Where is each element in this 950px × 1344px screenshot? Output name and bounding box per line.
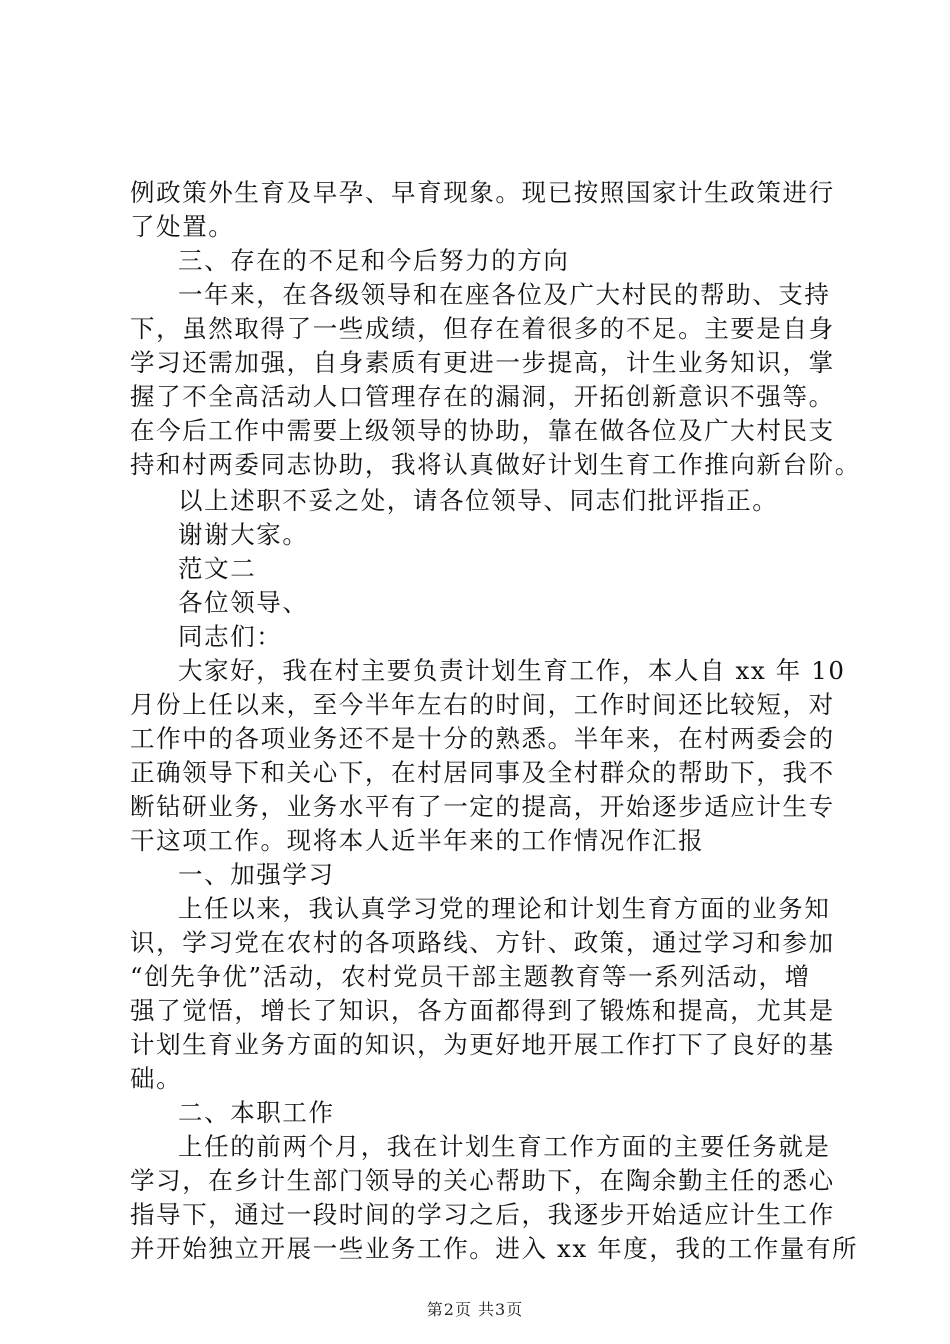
sample-title: 范文二 <box>178 554 257 583</box>
body-text-line: 月份上任以来，至今半年左右的时间，工作时间还比较短，对 <box>130 690 835 719</box>
body-text-line: 工作中的各项业务还不是十分的熟悉。半年来，在村两委会的 <box>130 724 835 753</box>
salutation-line: 各位领导、 <box>178 588 309 617</box>
body-text-line: 在今后工作中需要上级领导的协助，靠在做各位及广大村民支 <box>130 416 835 445</box>
body-text-line: 指导下，通过一段时间的学习之后，我逐步开始适应计生工作 <box>130 1200 835 1229</box>
body-text-line: 下，虽然取得了一些成绩，但存在着很多的不足。主要是自身 <box>130 314 835 343</box>
body-text-line: 正确领导下和关心下，在村居同事及全村群众的帮助下，我不 <box>130 758 835 787</box>
body-text-line: 强了觉悟，增长了知识，各方面都得到了锻炼和提高，尤其是 <box>130 996 835 1025</box>
body-text-line: 了处置。 <box>130 212 235 241</box>
section-heading: 三、存在的不足和今后努力的方向 <box>178 246 570 275</box>
body-text-line: 断钻研业务，业务水平有了一定的提高，开始逐步适应计生专 <box>130 792 835 821</box>
body-text-line: 握了不全高活动人口管理存在的漏洞，开拓创新意识不强等。 <box>130 382 835 411</box>
page-number-footer: 第2页 共3页 <box>426 1300 524 1319</box>
paragraph-first-line: 一年来，在各级领导和在座各位及广大村民的帮助、支持 <box>178 280 831 309</box>
body-text-line: “创先争优”活动，农村党员干部主题教育等一系列活动，增 <box>130 962 811 991</box>
section-heading: 一、加强学习 <box>178 860 335 889</box>
body-text-line: 例政策外生育及早孕、早育现象。现已按照国家计生政策进行 <box>130 178 835 207</box>
paragraph-first-line: 大家好，我在村主要负责计划生育工作，本人自 xx 年 10 <box>178 656 846 685</box>
closing-thanks: 谢谢大家。 <box>178 520 309 549</box>
body-text-line: 学习还需加强，自身素质有更进一步提高，计生业务知识，掌 <box>130 348 835 377</box>
body-text-line: 干这项工作。现将本人近半年来的工作情况作汇报 <box>130 826 705 855</box>
salutation-line: 同志们： <box>178 622 283 651</box>
body-text-line: 并开始独立开展一些业务工作。进入 xx 年度，我的工作量有所 <box>130 1234 859 1263</box>
body-text-line: 学习，在乡计生部门领导的关心帮助下，在陶余勤主任的悉心 <box>130 1166 835 1195</box>
paragraph-first-line: 上任以来，我认真学习党的理论和计划生育方面的业务知 <box>178 894 831 923</box>
paragraph-first-line: 上任的前两个月，我在计划生育工作方面的主要任务就是 <box>178 1132 831 1161</box>
body-text-line: 识，学习党在农村的各项路线、方针、政策，通过学习和参加 <box>130 928 835 957</box>
body-text-line: 计划生育业务方面的知识，为更好地开展工作打下了良好的基 <box>130 1030 835 1059</box>
body-text-line: 础。 <box>130 1064 183 1093</box>
body-text-line: 持和村两委同志协助，我将认真做好计划生育工作推向新台阶。 <box>130 450 861 479</box>
section-heading: 二、本职工作 <box>178 1098 335 1127</box>
closing-line: 以上述职不妥之处，请各位领导、同志们批评指正。 <box>178 486 779 515</box>
